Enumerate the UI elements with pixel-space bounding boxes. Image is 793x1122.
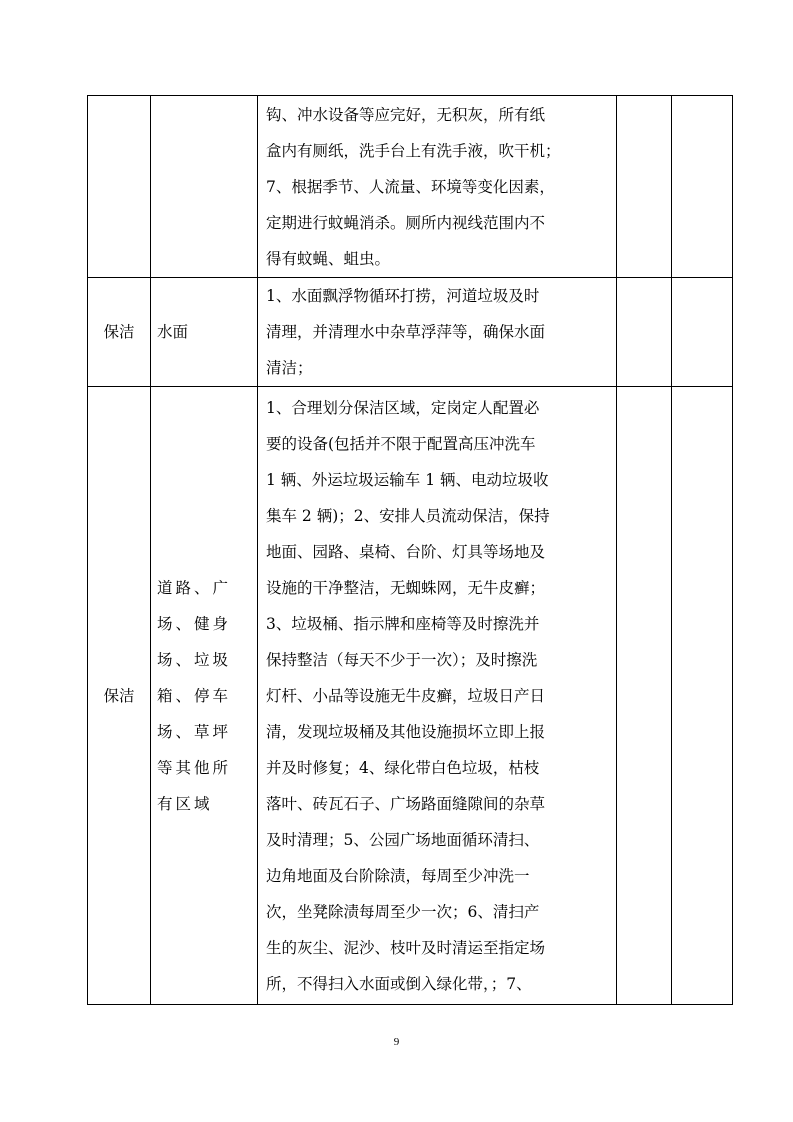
requirement-line: 及时清理；5、公园广场地面循环清扫、 bbox=[266, 830, 540, 849]
area-line: 场、健身 bbox=[157, 614, 232, 633]
requirement-line: 集车 2 辆)；2、安排人员流动保洁，保持 bbox=[266, 506, 550, 525]
empty-cell bbox=[617, 96, 672, 278]
area-cell bbox=[151, 387, 258, 1005]
requirement-cell bbox=[258, 278, 617, 387]
requirement-line: 定期进行蚊蝇消杀。厕所内视线范围内不 bbox=[266, 213, 546, 232]
category-cell bbox=[88, 96, 151, 278]
empty-cell bbox=[672, 278, 733, 387]
requirement-line: 7、根据季节、人流量、环境等变化因素， bbox=[266, 177, 555, 196]
area-line: 场、垃圾 bbox=[157, 650, 232, 669]
cleaning-requirements-table bbox=[87, 95, 733, 1005]
category-cell: 保洁 bbox=[88, 278, 151, 387]
requirement-line: 清，发现垃圾桶及其他设施损坏立即上报 bbox=[266, 722, 546, 741]
requirement-line: 钩、冲水设备等应完好，无积灰，所有纸 bbox=[266, 105, 546, 124]
requirement-line: 得有蚊蝇、蛆虫。 bbox=[266, 249, 391, 268]
requirement-line: 1 辆、外运垃圾运输车 1 辆、电动垃圾收 bbox=[266, 470, 549, 489]
requirement-line: 清理，并清理水中杂草浮萍等，确保水面 bbox=[266, 323, 546, 341]
empty-cell bbox=[617, 278, 672, 387]
requirement-line: 边角地面及台阶除渍，每周至少冲洗一 bbox=[266, 866, 530, 885]
requirement-cell bbox=[258, 387, 617, 1005]
area-line: 等其他所 bbox=[157, 758, 232, 777]
area-cell bbox=[151, 96, 258, 278]
requirement-line: 设施的干净整洁，无蜘蛛网，无牛皮癣； bbox=[266, 578, 546, 597]
requirement-cell bbox=[258, 96, 617, 278]
table-row bbox=[88, 278, 733, 387]
requirement-line: 灯杆、小品等设施无牛皮癣，垃圾日产日 bbox=[266, 686, 546, 705]
empty-cell bbox=[617, 387, 672, 1005]
table-row bbox=[88, 96, 733, 278]
page-number: 9 bbox=[393, 1036, 400, 1048]
requirement-line: 并及时修复；4、绿化带白色垃圾，枯枝 bbox=[266, 758, 540, 777]
requirement-line: 生的灰尘、泥沙、枝叶及时清运至指定场 bbox=[266, 938, 546, 957]
empty-cell bbox=[672, 387, 733, 1005]
area-line: 场、草坪 bbox=[157, 722, 232, 741]
requirement-line: 3、垃圾桶、指示牌和座椅等及时擦洗并 bbox=[266, 614, 540, 633]
category-cell: 保洁 bbox=[88, 387, 151, 1005]
requirement-line: 1、水面飘浮物循环打捞，河道垃圾及时 bbox=[266, 287, 540, 305]
requirement-line: 要的设备(包括并不限于配置高压冲洗车 bbox=[266, 434, 536, 453]
requirement-line: 盒内有厕纸，洗手台上有洗手液，吹干机； bbox=[266, 141, 561, 160]
table-row bbox=[88, 387, 733, 1005]
requirement-line: 地面、园路、桌椅、台阶、灯具等场地及 bbox=[266, 542, 546, 561]
area-line: 箱、停车 bbox=[157, 686, 232, 705]
area-line: 有区域 bbox=[157, 794, 213, 813]
area-line: 道路、广 bbox=[157, 578, 232, 597]
requirement-line: 次，坐凳除渍每周至少一次；6、清扫产 bbox=[266, 902, 540, 921]
requirement-line: 1、合理划分保洁区域，定岗定人配置必 bbox=[266, 398, 540, 417]
requirement-line: 保持整洁（每天不少于一次）；及时擦洗 bbox=[266, 650, 538, 669]
requirement-line: 落叶、砖瓦石子、广场路面缝隙间的杂草 bbox=[266, 794, 546, 813]
requirement-line: 清洁； bbox=[266, 359, 313, 377]
empty-cell bbox=[672, 96, 733, 278]
area-cell: 水面 bbox=[151, 278, 258, 387]
requirement-line: 所，不得扫入水面或倒入绿化带，；7、 bbox=[266, 974, 532, 993]
